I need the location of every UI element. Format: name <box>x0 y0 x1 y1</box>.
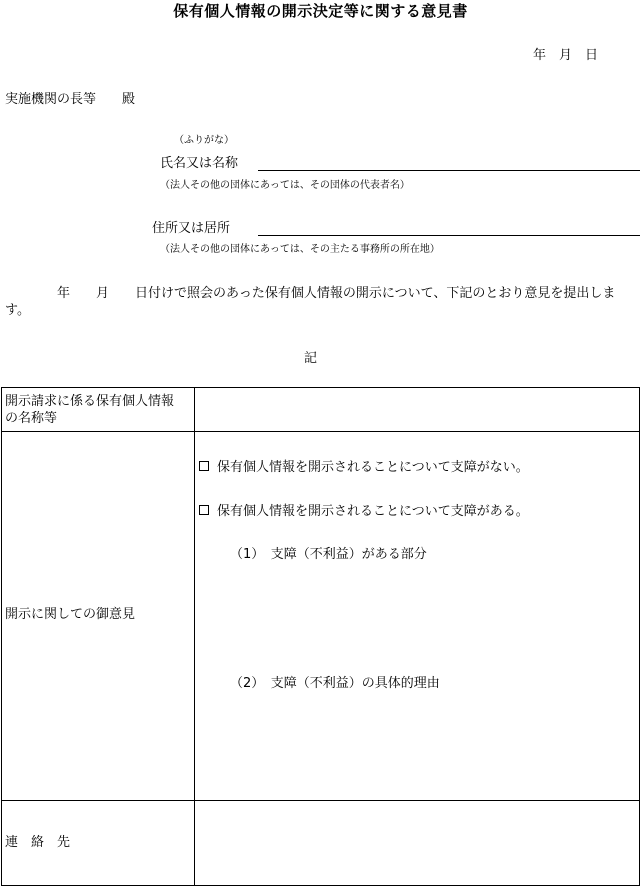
name-label: 氏名又は名称 <box>160 156 239 171</box>
address-note: （法人その他の団体にあっては、その主たる事務所の所在地） <box>160 244 440 255</box>
address-field-line[interactable] <box>258 235 640 236</box>
row-label-info-name: 開示請求に係る保有個人情報の名称等 <box>5 394 175 426</box>
addressee: 実施機関の長等 殿 <box>5 92 136 107</box>
opinion-table <box>1 387 640 886</box>
body-paragraph: 年 月 日付けで照会のあった保有個人情報の開示について、下記のとおり意見を提出します。 <box>5 286 616 318</box>
option-no-issue-label: 保有個人情報を開示されることについて支障がない。 <box>217 460 529 475</box>
checkbox-no-issue[interactable] <box>199 461 209 471</box>
table-row-divider <box>2 800 639 801</box>
ki-heading: 記 <box>303 351 317 366</box>
date-line: 年 月 日 <box>533 48 599 63</box>
name-field-line[interactable] <box>258 170 640 171</box>
checkbox-issue[interactable] <box>199 505 209 515</box>
row-label-contact: 連 絡 先 <box>5 835 71 850</box>
furigana-label: （ふりがな） <box>174 135 234 146</box>
option-no-issue[interactable] <box>199 456 529 475</box>
sub-item-1: （1） 支障（不利益）がある部分 <box>230 547 427 562</box>
table-row-divider <box>2 431 639 432</box>
table-column-divider <box>194 388 195 885</box>
document-title: 保有個人情報の開示決定等に関する意見書 <box>173 2 468 20</box>
option-issue-label: 保有個人情報を開示されることについて支障がある。 <box>217 504 529 519</box>
sub-item-2: （2） 支障（不利益）の具体的理由 <box>230 676 440 691</box>
address-label: 住所又は居所 <box>152 221 231 236</box>
name-note: （法人その他の団体にあっては、その団体の代表者名） <box>160 180 410 191</box>
option-issue[interactable] <box>199 500 529 519</box>
row-label-opinion: 開示に関しての御意見 <box>5 607 136 622</box>
